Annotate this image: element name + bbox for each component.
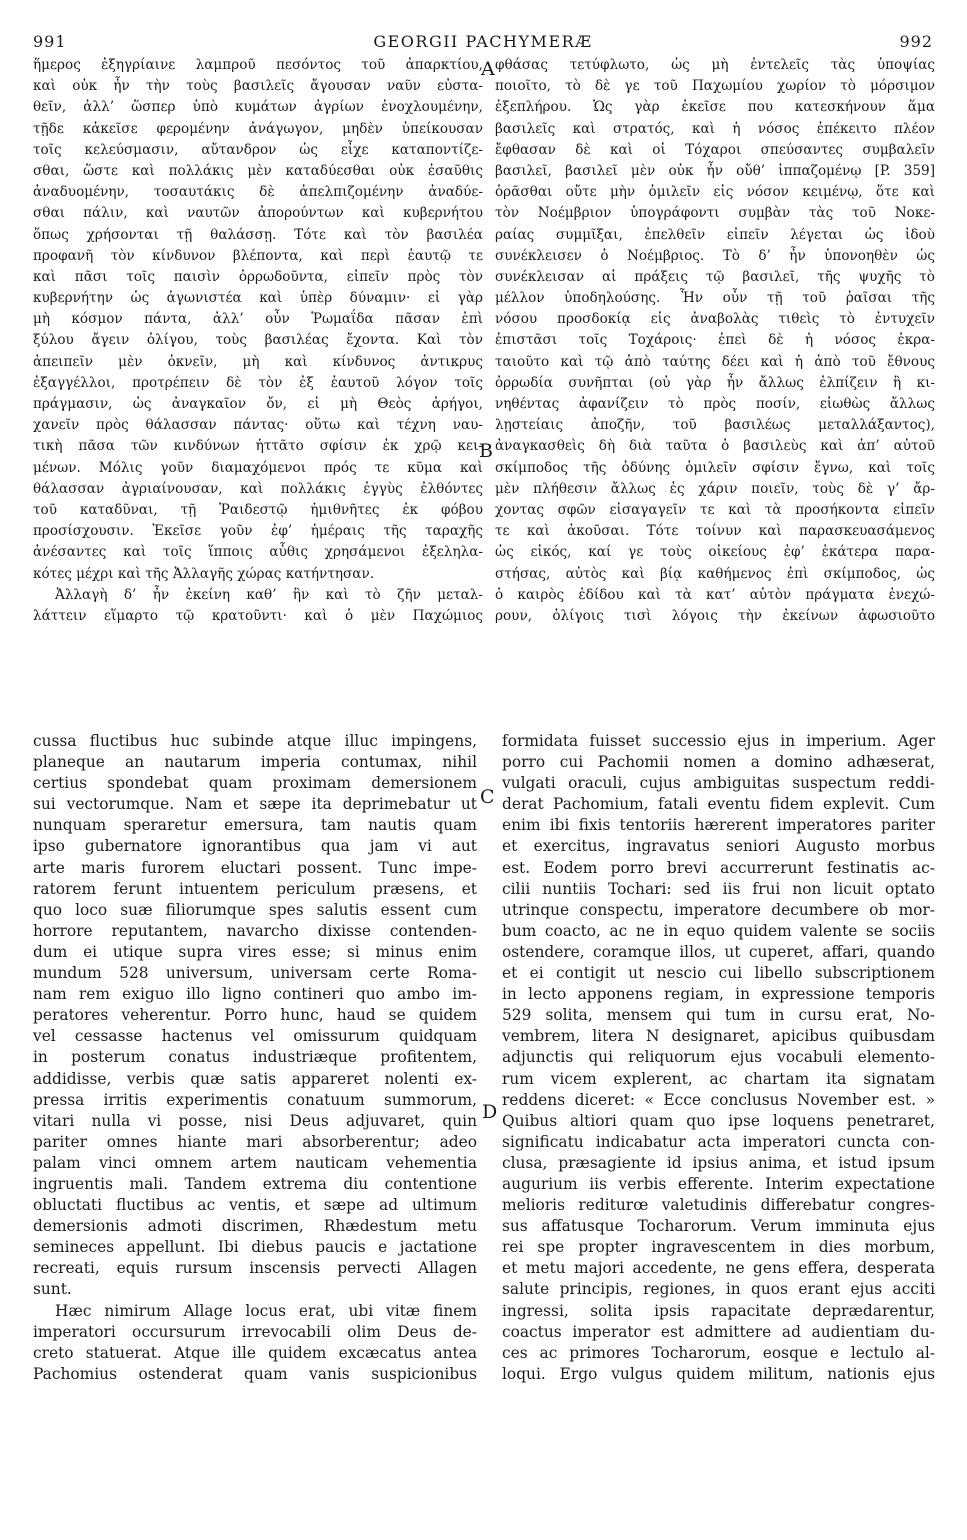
text-line: vembrem, litera N designaret, apicibus quibusdam [502,1027,935,1046]
text-line: sui vectorumque. Nam et sæpe ita deprimebatur ut [33,795,477,814]
text-line: κότες μέχρι καὶ τῆς Ἀλλαγῆς χώρας κατήντησαν. [33,565,375,582]
text-line: μένων. Μόλις γοῦν διαμαχόμενοι πρός τε κῦμα καὶ [33,459,483,476]
text-line: pressa irritis experimentis conatuum summorum, [33,1090,477,1109]
text-line: demersionis admoti discrimen, Rhædestum metu [33,1217,477,1236]
text-line: est. Eodem porro brevi accurrerunt festinatis ac- [502,858,935,877]
text-line: σκίμποδος τῆς ὀδύνης ὁμιλεῖν σφίσιν ἔγνω, καὶ τοῖς [495,459,935,476]
text-line: τε καὶ ἀκοῦσαι. Τότε τοίνυν καὶ παρασκευασάμενος [495,523,935,540]
text-line: θεῖν, ἀλλ’ ὥσπερ ὑπὸ κυμάτων ἀγρίων ἐνοχλουμένην, [33,99,483,116]
page-number-right: 992 [899,32,933,51]
text-line: certius spondebat quam proximam demersionem [33,774,477,793]
text-line: Quibus altiori quam quo ipse loquens penetraret, [502,1111,935,1130]
text-line: cussa fluctibus huc subinde atque illuc impingens, [33,732,477,750]
greek-column-right [495,55,935,670]
text-line: arte maris furorem eluctari possent. Tunc impe- [33,858,477,877]
text-line: φθάσας τετύφλωτο, ὡς μὴ ἐντελεῖς τὰς ὑποψίας [495,57,935,73]
text-line: sunt. [33,1280,72,1299]
text-line: creto statuerat. Atque ille quidem excæcatus antea [33,1343,477,1362]
text-line: Ἀλλαγὴ δ’ ἦν ἐκείνη καθ’ ἣν καὶ τὸ ζῆν μεταλ- [55,586,483,603]
text-line: et metu majori accedente, ne gens effera, desperata [502,1259,935,1278]
latin-column-left [33,731,477,1521]
text-line: Pachomius ostenderat quam vanis suspicionibus [33,1364,477,1383]
text-line: ces ac primores Tocharorum, eosque e lectulo al- [502,1343,935,1362]
text-line: ἥμερος ἐξηγρίαινε λαμπροῦ πεσόντος τοῦ ἀπαρκτίου, [33,57,483,73]
text-line: ραίας συμμῖξαι, ἐπελθεῖν εἰπεῖν λέγεται ὡς ἰδοὺ [495,226,935,243]
text-line: ἔφθασαν δὲ καὶ οἱ Τόχαροι σπεύσαντες συμβαλεῖν [495,141,935,158]
text-line: κυβερνήτην ὡς ἀγωνιστέα καὶ ὑπὲρ δύναμιν· εἰ γὰρ [33,290,483,307]
text-line: ἀναγκασθεὶς δὴ διὰ ταῦτα ὁ βασιλεὺς καὶ ἀπ’ αὐτοῦ [495,438,935,455]
running-title: GEORGII PACHYMERÆ [373,32,593,51]
text-line: semineces appellunt. Ibi diebus paucis e jactatione [33,1238,477,1257]
text-line: formidata fuisset successio ejus in imperium. Ager [502,732,935,750]
text-line: ἐξεπλήρου. Ὡς γὰρ ἐκεῖσε που κατεσκήνουν ἅμα [495,99,935,116]
text-line: στήσας, αὐτὸς καὶ βίᾳ καθήμενος ἐπὶ σκίμποδος, ὡς [495,565,935,582]
text-line: ratorem ferunt intuentem periculum præsens, et [33,879,477,898]
text-line: τικὴ πᾶσα τῶν κινδύνων ἡττᾶτο σφίσιν ἐκ χρῷ κει- [33,438,483,455]
text-line: ὁρᾶσθαι οὔτε μὴν ὁμιλεῖν εἰς νόσον κειμένῳ, ὅτε καὶ [495,184,935,201]
text-line: sus affatusque Tocharorum. Verum imminuta ejus [502,1217,935,1236]
text-line: derat Pachomium, fatali eventu fidem explevit. Cum [502,795,935,814]
text-line: βασιλεῖ, βασιλεῖ μὲν οὐκ ἦν οὔθ’ ἱππαζομένῳ [P. 359] [495,162,935,179]
text-line: reddens diceret: « Ecce conclusus November est. » [502,1090,935,1109]
text-line: ingruentis mali. Tandem extrema diu contentione [33,1174,477,1193]
text-line: ὀρρωδία συνῆπται (οὐ γὰρ ἦν ἄλλως ἐλπίζειν ἢ κι- [495,374,935,391]
text-line: rum vicem explerent, ac chartam ita signatam [502,1069,935,1088]
text-line: βασιλεῖς καὶ στρατός, καὶ ἡ νόσος ἐπέκειτο πλέον [495,120,935,137]
text-line: ostendere, coramque illos, ut cuperet, affari, quando [502,942,935,961]
text-line: ἀνέσαντες καὶ τοῖς ἵπποις αὖθις χρησάμενοι ἐξεληλα- [33,544,483,561]
text-line: ἀπειπεῖν μὲν ὀκνεῖν, μὴ καὶ κίνδυνος ἀντικρυς [33,353,483,370]
greek-column-left [33,55,483,670]
section-marker-c: C [480,786,495,808]
text-line: χανεῖν πρὸς θάλασσαν πάντας· οὕτω καὶ τέχνη ναυ- [33,417,483,434]
text-line: τοῖς κελεύσμασιν, αὔτανδρον ὡς εἶχε καταποντίζε- [33,141,483,158]
text-line: θάλασσαν ἀγριαίνουσαν, καὶ πολλάκις ἐγγὺς ἐλθόντες [33,480,483,497]
text-line: ὅπως χρήσονται τῇ θαλάσσῃ. Τότε καὶ τὸν βασιλέα [33,226,483,243]
text-line: σθαι πάλιν, καὶ ναυτῶν ἀπορούντων καὶ κυβερνήτου [33,205,483,222]
text-line: melioris rediturœ valetudinis differebatur congres- [502,1196,935,1215]
text-line: in posterum conatus industriæque profitentem, [33,1048,477,1067]
text-line: loqui. Ergo vulgus quidem militum, nationis ejus [502,1364,935,1383]
text-line: augurium iis verbis efferente. Interim expectatione [502,1174,935,1193]
text-line: rei spe propter ingravescentem in dies morbum, [502,1238,935,1257]
text-line: enim ibi fixis tentoriis hærerent imperatores pariter [502,816,935,835]
text-line: 529 solita, mensem qui tum in cursu erat, No- [502,1006,935,1025]
text-line: nam rem exiguo illo ligno contineri quo ambo im- [33,985,477,1004]
text-line: χοντας σφῶν εἰσαγαγεῖν τε καὶ τὰ προσήκοντα εἰπεῖν [495,501,935,518]
text-line: προσίσχουσιν. Ἐκεῖσε γοῦν ἐφ’ ἡμέραις τῆς ταραχῆς [33,523,483,540]
text-line: adjunctis qui reliquorum ejus vocabuli elemento- [502,1048,935,1067]
text-line: συνέκλεισεν ὁ Νοέμβριος. Τὸ δ’ ἦν ὑπονοηθὲν ὡς [495,247,935,264]
text-line: porro cui Pachomii nomen a domino adhæserat, [502,753,935,772]
text-line: significatu indicabatur acta imperatori cuncta con- [502,1132,935,1151]
text-line: ρουν, ὀλίγοις τισὶ λόγοις τὴν ἐκείνων ἀφωσιοῦτο [495,607,935,624]
section-marker-d: D [482,1101,498,1123]
text-line: ἀναδυομένην, τοσαυτάκις δὲ ἀπελπιζομένην ἀναδύε- [33,184,483,201]
text-line: palam vinci omnem artem nauticam vehementia [33,1153,477,1172]
text-line: λῃστείαις ἀποζῆν, τοῦ βασιλέως μεταλλάξαντος), [495,417,935,434]
text-line: addidisse, verbis quæ satis appareret nolenti ex- [33,1069,477,1088]
text-line: ἐπιστᾶσι τοῖς Τοχάροις· ἐπεὶ δὲ ἡ νόσος ἐκρα- [495,332,935,349]
text-line: προφανῆ τὸν κίνδυνον βλέποντα, καὶ περὶ ἑαυτῷ τε [33,247,483,264]
page-header [33,32,933,54]
text-line: utrinque conspectu, imperatore decumbere ob mor- [502,900,935,919]
text-line: vulgati oraculi, cujus ambiguitas suspectum reddi- [502,774,935,793]
text-line: recreati, equis rursum inscensis pervecti Allagen [33,1259,477,1278]
text-line: ἐξαγγέλλοι, προτρέπειν δὲ τὸν ἐξ ἑαυτοῦ λόγον τοῖς [33,374,483,391]
text-line: μὴ κόσμον πάντα, ἀλλ’ οὖν Ῥωμαΐδα πᾶσαν ἐπὶ [33,311,483,328]
section-marker-a: A [481,58,495,80]
text-line: ipso gubernatore ignorantibus qua jam vi aut [33,837,477,856]
text-line: pariter omnes hiante mari absorberentur; adeo [33,1132,477,1151]
text-line: ξύλου ἄγειν ὀλίγου, τοὺς βασιλέας ἔχοντα. Καὶ τὸν [33,332,483,349]
latin-column-right [502,731,935,1521]
text-line: vitari nulla vi posse, nisi Deus adjuvaret, quin [33,1111,477,1130]
text-line: καὶ πᾶσι τοῖς παισὶν ὀρρωδοῦντα, εἰπεῖν πρὸς τὸν [33,268,483,285]
page-number-left: 991 [33,32,67,51]
text-line: salute principis, regiones, in quos erant ejus acciti [502,1280,935,1299]
text-line: ὁ καιρὸς ἐδίδου καὶ τὰ κατ’ αὐτὸν πράγματα ἐνεχώ- [495,586,935,603]
text-line: quo loco suæ filiorumque spes salutis essent cum [33,900,477,919]
text-line: peratores veherentur. Porro hunc, haud se quidem [33,1006,477,1025]
text-line: vel cessasse hactenus vel omissurum quidquam [33,1027,477,1046]
text-line: coactus imperator est admittere ad audientiam du- [502,1322,935,1341]
text-line: ὡς εἰκός, καί γε τοὺς οἰκείους ἐφ’ ἑκάτερα παρα- [495,544,935,561]
text-line: et exercitus, ingravatus seniori Augusto morbus [502,837,935,856]
text-line: horrore reputantem, navarcho dixisse contenden- [33,921,477,940]
text-line: ingressi, solita ipsis rapacitate deprædarentur, [502,1301,935,1320]
text-line: planeque an nautarum imperia contumax, nihil [33,753,477,772]
text-line: καὶ οὐκ ἦν τὴν τοὺς βασιλεῖς ἄγουσαν ναῦν εὐστα- [33,78,483,95]
text-line: clusa, præsagiente id ipsius anima, et istud ipsum [502,1153,935,1172]
text-line: cilii nuntiis Tochari: sed iis frui non licuit optato [502,879,935,898]
text-line: τὸν Νοέμβριον ὑπογράφοντι συμβὰν τὰς τοῦ Νοκε- [495,205,935,222]
text-line: mundum 528 universum, universam certe Roma- [33,964,477,983]
text-line: σθαι, ὥστε καὶ πολλάκις μὲν καταδύεσθαι οὐκ ἐσαῦθις [33,162,483,179]
text-line: Hæc nimirum Allage locus erat, ubi vitæ finem [55,1301,477,1320]
text-line: imperatori occursurum irrevocabili olim Deus de- [33,1322,477,1341]
text-line: πράγμασιν, ὡς ἀναγκαῖον ὄν, εἰ μὴ Θεὸς ἀρήγοι, [33,396,483,412]
text-line: τοῦ καταδῦναι, τῇ Ῥαιδεστῷ ἡμιθνῆτες ἐκ φόβου [33,501,483,518]
text-line: νηθέντας ἀφανίζειν τὸ πρὸς ποσίν, εἰωθὼς ἄλλως [495,396,935,412]
text-line: in lecto apponens regiam, in expressione temporis [502,985,935,1004]
text-line: ποιοῖτο, τὸ δὲ γε τοῦ Παχωμίου χωρίον τὸ μόρσιμον [495,78,935,95]
text-line: νόσου προσδοκίᾳ εἰς ἀναβολὰς τιθεὶς τὸ ἐντυχεῖν [495,311,935,328]
text-line: μὲν πλήθεσιν ἄλλως ἐς χάριν ποιεῖν, τοὺς δὲ γ’ ἄρ- [495,480,935,497]
section-marker-b: B [479,440,493,462]
text-line: συνέκλεισαν αἱ πράξεις τῷ βασιλεῖ, τῆς ψυχῆς τὸ [495,268,935,285]
text-line: obluctati fluctibus ac ventis, et sæpe ad ultimum [33,1196,477,1215]
text-line: μέλλον ὑποδηλούσης. Ἦν οὖν τῇ τοῦ ῥαῖσαι τῆς [495,290,935,307]
text-line: ταιοῦτο καὶ τῷ ἀπὸ ταύτης δέει καὶ ἡ ἀπὸ τοῦ ἔθνους [495,353,935,370]
text-line: et ei contigit ut nescio cui libello subscriptionem [502,964,935,983]
text-line: λάττειν εἵμαρτο τῷ κρατοῦντι· καὶ ὁ μὲν Παχώμιος [33,607,483,624]
text-line: bum coacto, ac ne in equo quidem valente se sociis [502,921,935,940]
text-line: dum ei utique supra vires esse; si minus enim [33,942,477,961]
text-line: nunquam speraretur emersura, tam nautis quam [33,816,477,835]
text-line: τῇδε κἀκεῖσε φερομένην ἀνάγωγον, μηδὲν ὑπείκουσαν [33,120,483,137]
